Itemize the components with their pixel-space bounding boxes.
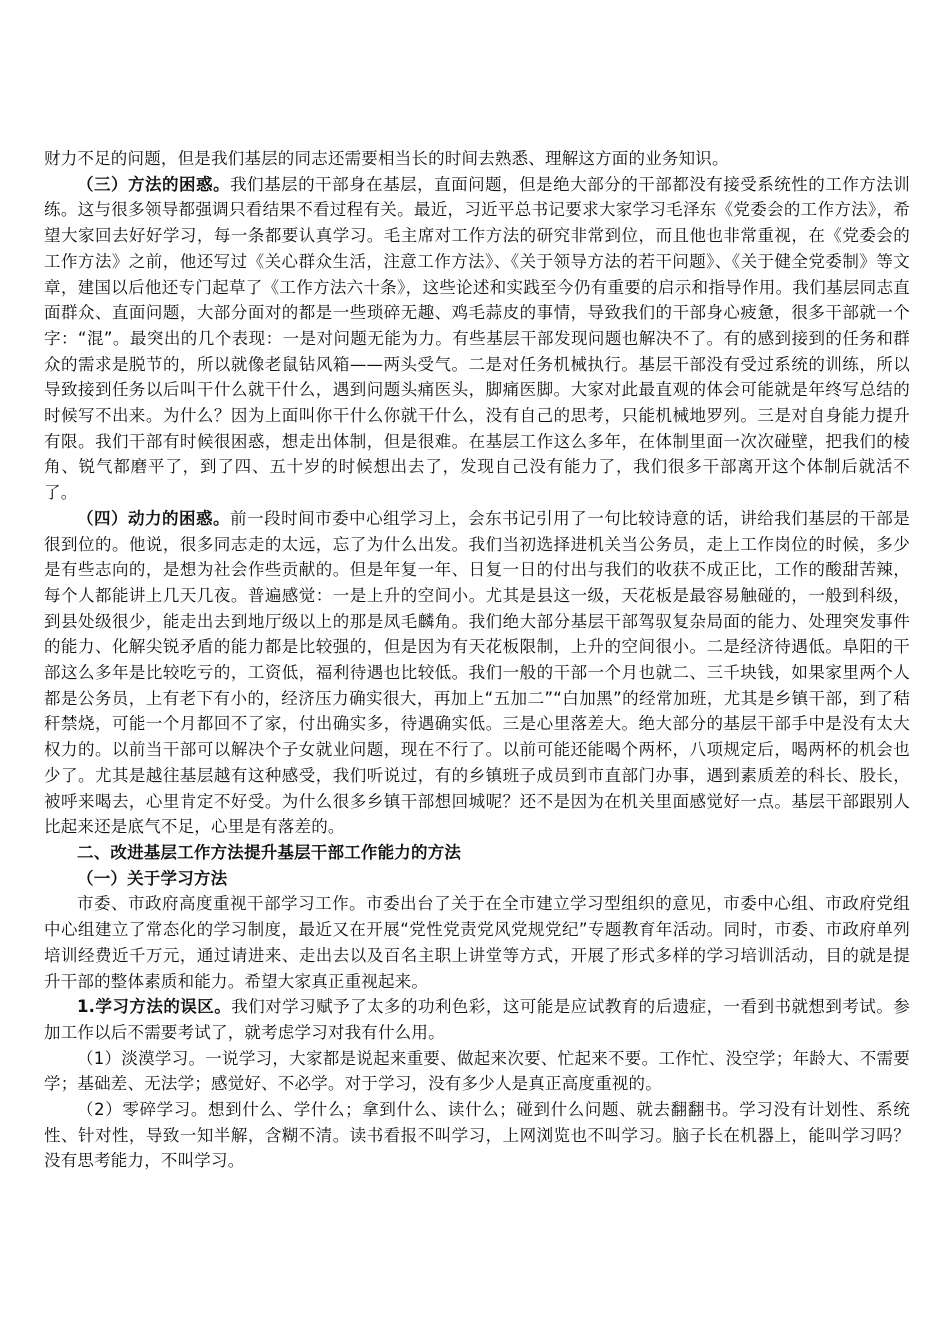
paragraph-method-confusion (44, 172, 910, 506)
paragraph-text: 前一段时间市委中心组学习上，会东书记引用了一句比较诗意的话，讲给我们基层的干部是很到位的。他说，很多同志走的太远，忘了为什么出发。我们当初选择进机关当公务员，走上工作岗位的时候，多少是有些志向的，是想为社会作些贡献的。但是年复一年、日复一日的付出与我们的收获不成正比，工作的酸甜苦辣，每个人都能讲上几天几夜。普遍感觉：一是上升的空间小。尤其是县这一级，天花板是最容易触碰的，一般到科级，到县处级很少，能走出去到地厅级以上的那是凤毛麟角。我们绝大部分基层干部驾驭复杂局面的能力、处理突发事件的能力、化解尖锐矛盾的能力都是比较强的，但是因为有天花板限制，上升的空间很小。二是经济待遇低。阜阳的干部这么多年是比较吃亏的，工资低，福利待遇也比较低。我们一般的干部一个月也就二、三千块钱，如果家里两个人都是公务员，上有老下有小的，经济压力确实很大，再加上“五加二”“白加黑”的经常加班，尤其是乡镇干部，到了秸秆禁烧，可能一个月都回不了家，付出确实多，待遇确实低。三是心里落差大。绝大部分的基层干部手中是没有太大权力的。以前当干部可以解决个子女就业问题，现在不行了。以前可能还能喝个两杯，八项规定后，喝两杯的机会也少了。尤其是越往基层越有这种感受，我们听说过，有的乡镇班子成员到市直部门办事，遇到素质差的科长、股长，被呼来喝去，心里肯定不好受。为什么很多乡镇干部想回城呢？还不是因为在机关里面感觉好一点。基层干部跟别人比起来还是底气不足，心里是有落差的。 (44, 508, 910, 837)
paragraph-learning-misconception (44, 994, 910, 1045)
paragraph-text: 我们基层的干部身在基层，直面问题，但是绝大部分的干部都没有接受系统性的工作方法训练。这与很多领导都强调只看结果不看过程有关。最近，习近平总书记要求大家学习毛泽东《党委会的工作方法》，希望大家回去好好学习，每一条都要认真学习。毛主席对工作方法的研究非常到位，而且他也非常重视，在《党委会的工作方法》之前，他还写过《关心群众生活，注意工作方法》、《关于领导方法的若干问题》、《关于健全党委制》等文章，建国以后他还专门起草了《工作方法六十条》，这些论述和实践至今仍有重要的启示和指导作用。我们基层同志直面群众、直面问题，大部分面对的都是一些琐碎无趣、鸡毛蒜皮的事情，导致我们的干部身心疲惫，很多干部就一个字：“混”。最突出的几个表现：一是对问题无能为力。有些基层干部发现问题也解决不了。有的感到接到的任务和群众的需求是脱节的，所以就像老鼠钻风箱——两头受气。二是对任务机械执行。基层干部没有受过系统的训练，所以导致接到任务以后叫干什么就干什么，遇到问题头痛医头，脚痛医脚。大家对此最直观的体会可能就是年终写总结的时候写不出来。为什么？因为上面叫你干什么你就干什么，没有自己的思考，只能机械地罗列。三是对自身能力提升有限。我们干部有时候很困惑，想走出体制，但是很难。在基层工作这么多年，在体制里面一次次碰壁，把我们的棱角、锐气都磨平了，到了四、五十岁的时候想出去了，发现自己没有能力了，我们很多干部离开这个体制后就活不了。 (44, 174, 910, 503)
paragraph-indifferent-learning (44, 1046, 910, 1097)
paragraph-text: 财力不足的问题，但是我们基层的同志还需要相当长的时间去熟悉、理解这方面的业务知识。 (44, 149, 729, 168)
paragraph-lead: 1.学习方法的误区。 (77, 997, 232, 1017)
document-body (44, 146, 910, 1174)
paragraph-text: 我们对学习赋予了太多的功利色彩，这可能是应试教育的后遗症，一看到书就想到考试。参加工作以后不需要考试了，就考虑学习对我有什么用。 (44, 997, 910, 1042)
section-heading-sub: （一）关于学习方法 (77, 868, 228, 888)
section-heading-main: 二、改进基层工作方法提升基层干部工作能力的方法 (77, 842, 462, 862)
paragraph-fragmented-learning (44, 1097, 910, 1174)
paragraph-learning-intro (44, 891, 910, 994)
paragraph-text: （2）零碎学习。想到什么、学什么；拿到什么、读什么；碰到什么问题、就去翻翻书。学习没有计划性、系统性、针对性，导致一知半解，含糊不清。读书看报不叫学习，上网浏览也不叫学习。脑子长在机器上，能叫学习吗？没有思考能力，不叫学习。 (44, 1100, 910, 1171)
paragraph-lead: （四）动力的困惑。 (77, 508, 231, 528)
paragraph-motivation-confusion (44, 506, 910, 840)
paragraph-lead: （三）方法的困惑。 (77, 174, 231, 194)
paragraph-text: 市委、市政府高度重视干部学习工作。市委出台了关于在全市建立学习型组织的意见，市委中心组、市政府党组中心组建立了常态化的学习制度，最近又在开展“党性党责党风党规党纪”专题教育年活动。同时，市委、市政府单列培训经费近千万元，通过请进来、走出去以及百名主职上讲堂等方式，开展了形式多样的学习培训活动，目的就是提升干部的整体素质和能力。希望大家真正重视起来。 (44, 894, 910, 991)
paragraph-continuation (44, 146, 910, 172)
paragraph-text: （1）淡漠学习。一说学习，大家都是说起来重要、做起来次要、忙起来不要。工作忙、没空学；年龄大、不需要学；基础差、无法学；感觉好、不必学。对于学习，没有多少人是真正高度重视的。 (44, 1048, 910, 1094)
